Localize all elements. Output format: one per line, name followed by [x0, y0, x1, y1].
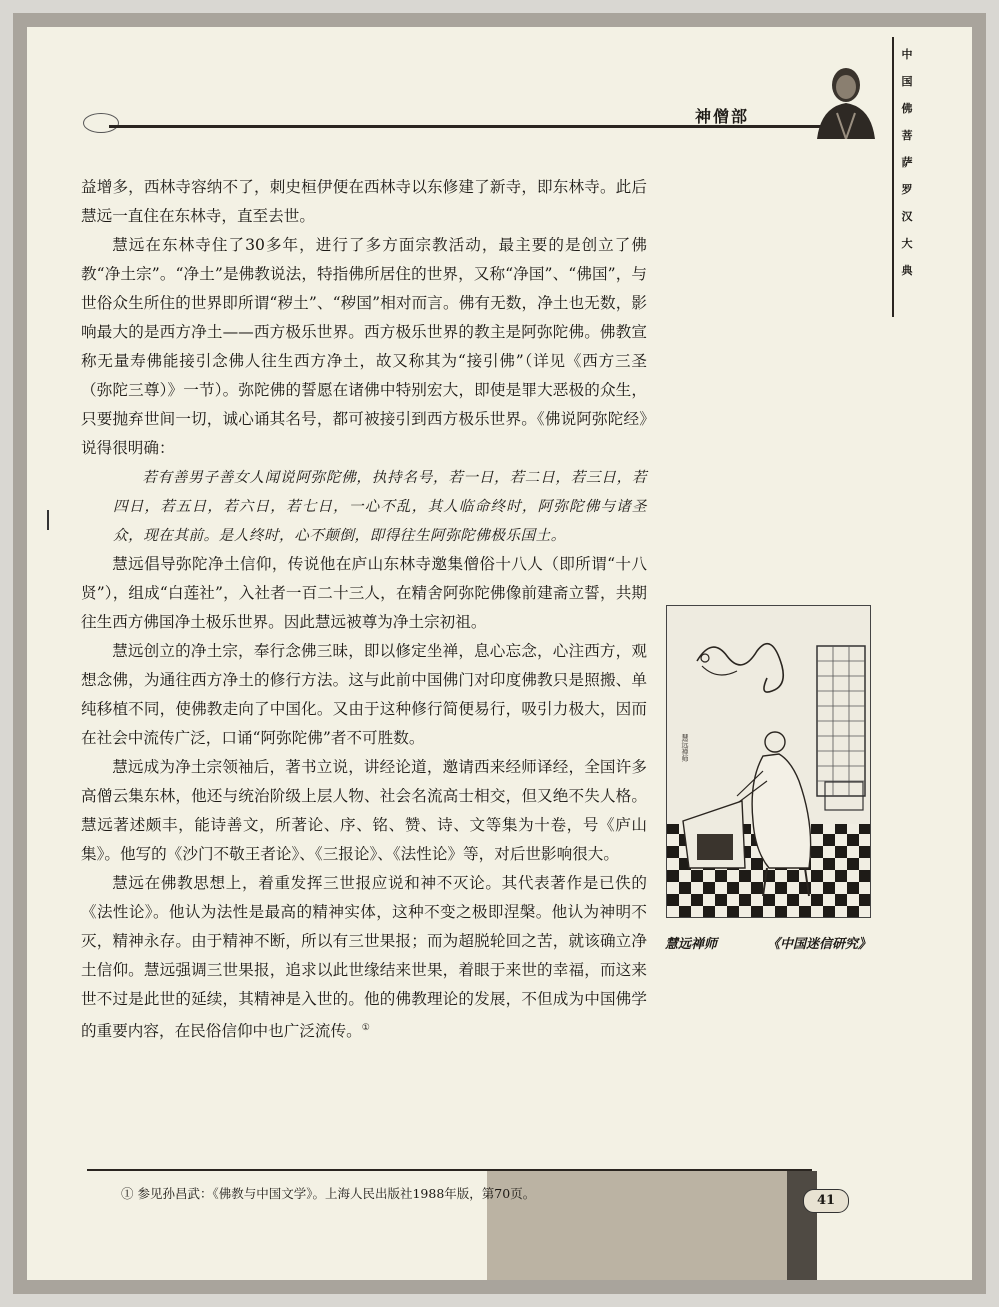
paragraph-text: 慧远在佛教思想上，着重发挥三世报应说和神不灭论。其代表著作是已佚的《法性论》。他认为法性是最高的精神实体，这种不变之极即涅槃。他认为神明不灭，精神永存。由于精神不断，所以有三世果报；而为超脱轮回之苦，就该确立净土信仰。慧远强调三世果报，追求以此世缘结来世果，着眼于来世的幸福，而这来世不过是此世的延续，其精神是入世的。他的佛教理论的发展，不但成为中国佛学的重要内容，在民俗信仰中也广泛流传。	[81, 874, 647, 1041]
figure-caption-name: 慧远禅师	[665, 937, 718, 952]
scripture-quote: 若有善男子善女人闻说阿弥陀佛，执持名号，若一日，若二日，若三日，若四日，若五日，若六日，若七日，一心不乱，其人临命终时，阿弥陀佛与诸圣众，现在其前。是人终时，心不颠倒，即得往生阿弥陀佛极乐国土。	[113, 469, 647, 544]
paragraph: 益增多，西林寺容纳不了，刺史桓伊便在西林寺以东修建了新寺，即东林寺。此后慧远一直住在东林寺，直至去世。	[81, 178, 647, 225]
margin-mark	[47, 510, 49, 530]
paragraph: 慧远成为净土宗领袖后，著书立说，讲经论道，邀请西来经师译经，全国许多高僧云集东林，他还与统治阶级上层人物、社会名流高士相交，但又绝不失人格。慧远著述颇丰，能诗善文，所著论、序、铭、赞、诗、文等集为十卷，号《庐山集》。他写的《沙门不敬王者论》、《三报论》、《法性论》等，对后世影响很大。	[81, 758, 647, 863]
body-text	[81, 173, 647, 1046]
paragraph: 慧远倡导弥陀净土信仰，传说他在庐山东林寺邀集僧俗十八人（即所谓“十八贤”），组成“白莲社”，入社者一百二十三人，在精舍阿弥陀佛像前建斋立誓，共期往生西方佛国净土极乐世界。因此慧远被尊为净土宗初祖。	[81, 555, 647, 631]
paragraph	[81, 869, 647, 1046]
footnote: ① 参见孙昌武：《佛教与中国文学》。上海人民出版社1988年版，第70页。	[121, 1186, 536, 1201]
figure-inscription: 慧远禅师	[681, 734, 689, 762]
huiyuan-illustration	[666, 605, 871, 918]
scroll-ornament-icon	[83, 113, 119, 133]
book-page	[27, 27, 972, 1280]
footnote-ref: ①	[361, 1023, 370, 1033]
footer-band	[487, 1171, 817, 1280]
book-title-vertical: 中国佛菩萨罗汉大典	[901, 48, 913, 277]
page-number: 41	[803, 1189, 849, 1213]
footer-band-dark	[787, 1171, 817, 1280]
paragraph: 慧远创立的净土宗，奉行念佛三昧，即以修定坐禅，息心忘念，心注西方，观想念佛，为通往西方净土的修行方法。这与此前中国佛门对印度佛教只是照搬、单纯移植不同，使佛教走向了中国化。又由于这种修行简便易行，吸引力极大，因而在社会中流传广泛，口诵“阿弥陀佛”者不可胜数。	[81, 642, 647, 747]
footnote-rule	[87, 1169, 812, 1171]
paragraph: 慧远在东林寺住了30多年，进行了多方面宗教活动，最主要的是创立了佛教“净土宗”。“净土”是佛教说法，特指佛所居住的世界，又称“净国”、“佛国”，与世俗众生所住的世界即所谓“秽土”、“秽国”相对而言。佛有无数，净土也无数，影响最大的是西方净土——西方极乐世界。西方极乐世界的教主是阿弥陀佛。佛教宣称无量寿佛能接引念佛人往生西方净土，故又称其为“接引佛”（详见《西方三圣（弥陀三尊）》一节）。弥陀佛的誓愿在诸佛中特别宏大，即使是罪大恶极的众生，只要抛弃世间一切，诚心诵其名号，都可被接引到西方极乐世界。《佛说阿弥陀经》说得很明确：	[81, 236, 647, 457]
section-title: 神僧部	[695, 107, 750, 126]
monk-portrait-icon	[811, 57, 881, 139]
side-rule	[892, 37, 894, 317]
figure-caption-source: 《中国迷信研究》	[767, 937, 872, 952]
